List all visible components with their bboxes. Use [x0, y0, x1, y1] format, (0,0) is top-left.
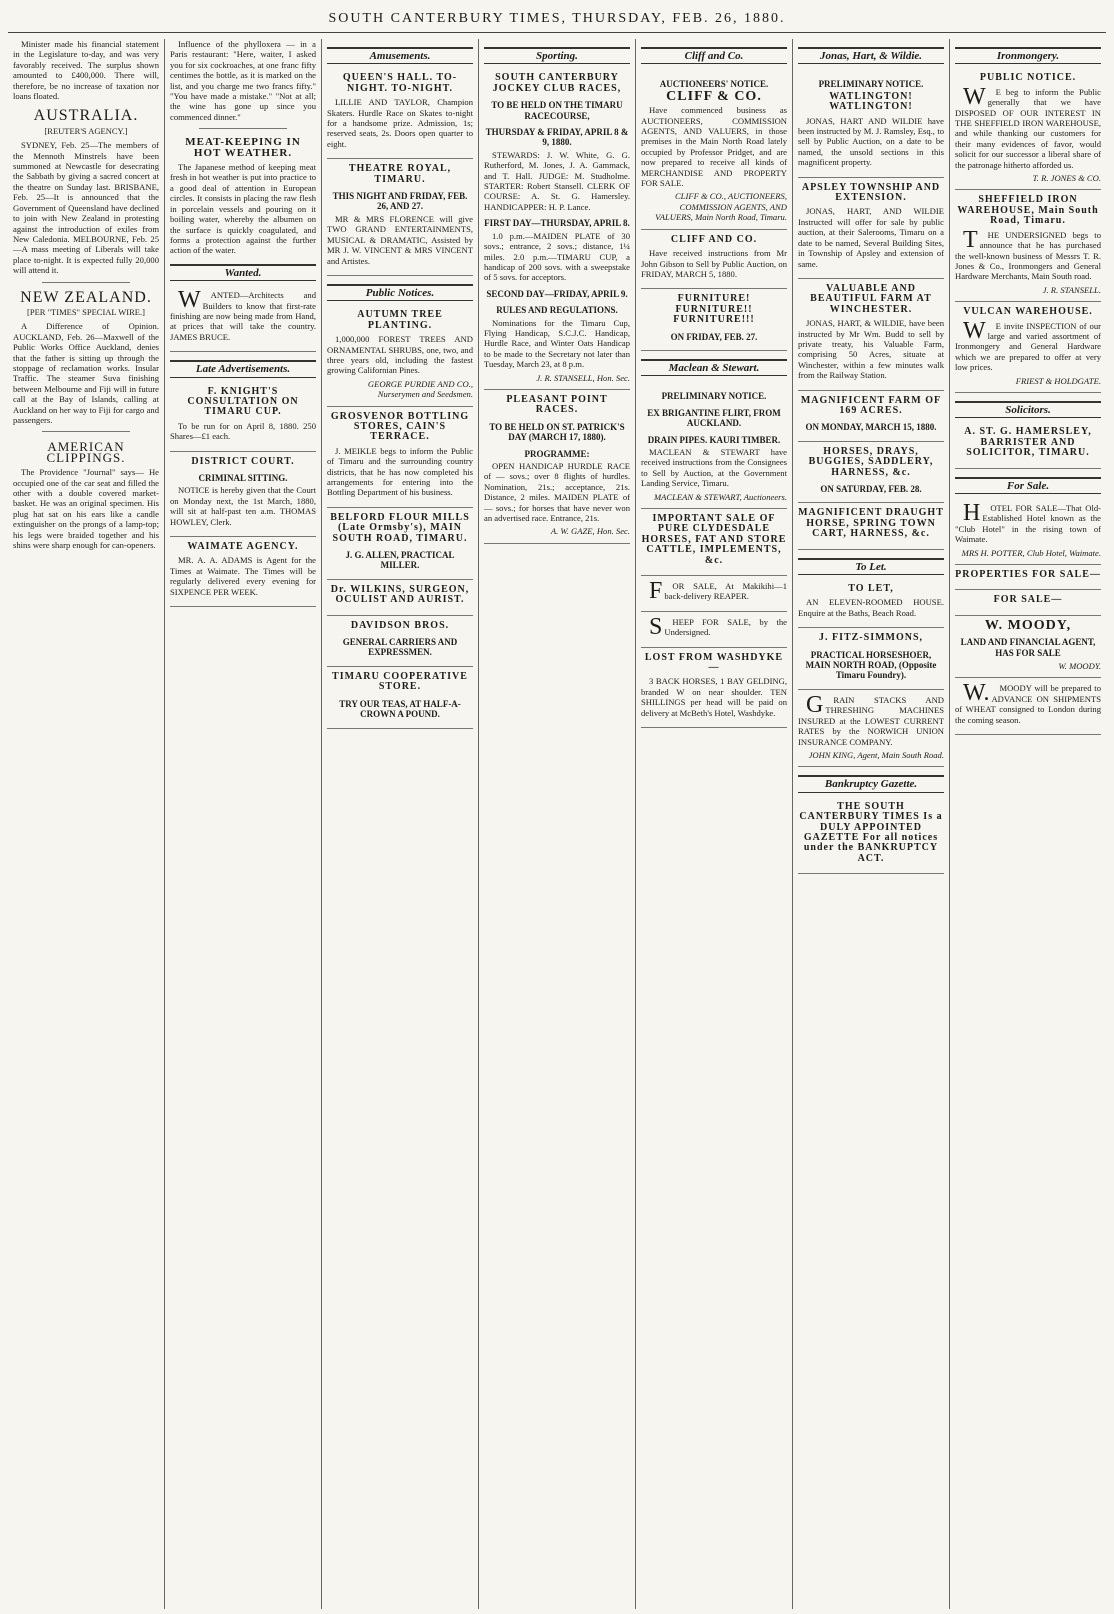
vulcan-body: WE invite INSPECTION of our large and varied assortment of Ironmongery and General Hardware which we are prepared to offer at very low prices.	[955, 317, 1101, 373]
tree-body: 1,000,000 FOREST TREES AND ORNAMENTAL SHRUBS, one, two, and three years old, including the fastest growing Californian Pines.	[327, 334, 473, 376]
theatre-title: THEATRE ROYAL, TIMARU.	[348, 163, 452, 185]
rules-title: RULES AND REGULATIONS.	[496, 305, 618, 316]
reaper-body: FOR SALE, At Makikihi—1 back-delivery REAPER.	[649, 578, 787, 605]
lost-body: 3 BACK HORSES, 1 BAY GELDING, branded W on near shoulder. TEN SHILLINGS per head will be paid on delivery at McBeth's Hotel, Washdyke.	[641, 676, 787, 718]
solicitor-ad	[955, 422, 1101, 468]
hotel-sign: MRS H. POTTER, Club Hotel, Waimate.	[961, 547, 1101, 558]
winchester-ad	[798, 279, 944, 391]
meat-heading: MEAT-KEEPING IN HOT WEATHER.	[185, 136, 301, 159]
cliff-title: CLIFF & CO.	[666, 88, 762, 104]
grain-ad	[798, 690, 944, 767]
grosvenor-body: J. MEIKLE begs to inform the Public of Timaru and the surrounding country districts, that he has now completed his arrangements for entering into the Bottling Department of his business.	[327, 445, 473, 498]
wanted-section: Wanted.	[170, 264, 316, 281]
public-notice-title: PUBLIC NOTICE.	[979, 72, 1077, 84]
tree-planting-ad	[327, 305, 473, 406]
column-1	[8, 39, 165, 1609]
sporting-section: Sporting.	[484, 47, 630, 64]
davidson-subtitle: GENERAL CARRIERS AND EXPRESSMEN.	[342, 637, 458, 658]
solicitors-section: Solicitors.	[955, 401, 1101, 418]
meat-body: The Japanese method of keeping meat fresh in hot weather is put into practice to a good deal of attention in European circles. It consists in placing the raw flesh in porcelain vessels and pouring on it boiling water, whereby the albumen on the surface is quickly coagulated, and forms a protection against the further action of the water.	[170, 162, 316, 256]
horses-title: HORSES, DRAYS, BUGGIES, SADDLERY, HARNESS, &c.	[808, 445, 934, 478]
american-heading: AMERICAN CLIPPINGS.	[46, 439, 126, 465]
second-day-title: SECOND DAY—FRIDAY, APRIL 9.	[486, 288, 628, 299]
davidson-title: DAVIDSON BROS.	[350, 619, 450, 631]
watlington-body: JONAS, HART AND WILDIE have been instructed by M. J. Ramsley, Esq., to sell by Public Auction, on a date to be named, the unsold sections in this magnificent property.	[798, 115, 944, 168]
american-body: The Providence "Journal" says— He occupied one of the car seat and filled the other with a double covered market-basket. He was an original specimen. His plug hat sat on his ears like a candle extinguisher on the prongs of a lamp-top; his legs were braided together and his shins were sharp enough for can-openers.	[13, 467, 159, 551]
column-3	[322, 39, 479, 1609]
cliff-section: Cliff and Co.	[641, 47, 787, 64]
phylloxera-article: Influence of the phylloxera — in a Paris restaurant: "Here, waiter, I asked you for six cockroaches, at one franc fifty centimes the bottle, as it is marked on the list, and you charge me two francs fifty." "You have made a mistake." "Not at all; the wine has gone up since you commenced dinner."	[170, 39, 316, 122]
hotel-ad	[955, 498, 1101, 565]
moody-ad	[955, 616, 1101, 679]
public-notices-section: Public Notices.	[327, 284, 473, 301]
maclean-brig: EX BRIGANTINE FLIRT, FROM AUCKLAND.	[647, 407, 781, 429]
bankruptcy-body: THE SOUTH CANTERBURY TIMES Is a DULY APPOINTED GAZETTE For all notices under the BANKRUPTCY ACT.	[799, 800, 943, 864]
tree-title: AUTUMN TREE PLANTING.	[357, 309, 443, 331]
waimate-ad	[170, 537, 316, 607]
jhw-section: Jonas, Hart, & Wildie.	[798, 47, 944, 64]
apsley-body: JONAS, HART, AND WILDIE Instructed will offer for sale by public auction, at their Salerooms, Timaru on a date to be named, Several Building Sites, in Township of Apsley and extension of same.	[798, 206, 944, 269]
pleasant-date: TO BE HELD ON ST. PATRICK'S DAY (MARCH 17, 1880).	[489, 421, 625, 443]
public-notice-ad	[955, 68, 1101, 190]
cliff-body: Have commenced business as AUCTIONEERS, COMMISSION AGENTS, AND VALUERS, in those premises in the Main North Road lately occupied by Professor Pridget, and are now prepared to receive all kinds of MERCHANDISE AND PROPERTY FOR SALE.	[641, 105, 787, 189]
first-day-title: FIRST DAY—THURSDAY, APRIL 8.	[484, 218, 630, 229]
first-day-body: 1.0 p.m.—MAIDEN PLATE of 30 sovs.; entrance, 2 sovs.; distance, 1¼ miles. 2.0 p.m.—TIMARU CUP, a handicap of 200 sovs. with a sweepstake of 5 sovs. for acceptors.	[484, 230, 630, 283]
jockey-title: SOUTH CANTERBURY JOCKEY CLUB RACES,	[492, 72, 622, 94]
knight-ad	[170, 382, 316, 452]
belford-title: BELFORD FLOUR MILLS (Late Ormsby's), MAIN SOUTH ROAD, TIMARU.	[330, 511, 470, 544]
belford-ad	[327, 508, 473, 580]
moody-advance-body: W.MOODY will be prepared to ADVANCE ON SHIPMENTS of WHEAT consigned to London during the coming season.	[955, 680, 1101, 725]
maclean-prelim: PRELIMINARY NOTICE.	[661, 391, 767, 402]
grain-body: GRAIN STACKS AND THRESHING MACHINES INSURED at the LOWEST CURRENT RATES by the NORWICH UNION INSURANCE COMPANY.	[798, 691, 944, 747]
reaper-ad	[641, 576, 787, 612]
pleasant-sign: A. W. GAZE, Hon. Sec.	[550, 526, 630, 537]
bankruptcy-section: Bankruptcy Gazette.	[798, 775, 944, 792]
district-body: NOTICE is hereby given that the Court on Monday next, the 1st March, 1880, will sit at half-past ten a.m. THOMAS HOWLEY, Clerk.	[170, 485, 316, 527]
australia-heading: AUSTRALIA.	[33, 107, 139, 125]
fitzsimmons-ad	[798, 628, 944, 690]
district-subtitle: CRIMINAL SITTING.	[198, 473, 288, 483]
column-7	[950, 39, 1106, 1609]
maclean-ad	[641, 380, 787, 509]
divider	[42, 431, 130, 432]
cliff-sign: CLIFF & CO., AUCTIONEERS, COMMISSION AGENTS, AND VALUERS, Main North Road, Timaru.	[655, 191, 787, 223]
knight-title: F. KNIGHT'S CONSULTATION ON TIMARU CUP.	[187, 385, 299, 418]
grosvenor-ad	[327, 407, 473, 508]
pleasant-point-ad	[484, 390, 630, 544]
knight-body: To be run for on April 8, 1880. 250 Shares—£1 each.	[170, 420, 316, 442]
important-title: IMPORTANT SALE OF PURE CLYDESDALE HORSES, FAT AND STORE CATTLE, IMPLEMENTS, &c.	[641, 513, 787, 566]
vulcan-ad	[955, 302, 1101, 393]
forsale2-ad	[955, 590, 1101, 615]
programme-body: OPEN HANDICAP HURDLE RACE of — sovs.; over 8 flights of hurdles. Nomination, 21s.; acceptance, 21s. Distance, 2 miles. MAIDEN PLATE of — sovs.; for horses that have never won an advertised race. Entrance, 21s.	[484, 461, 630, 524]
forsale2-title: FOR SALE—	[993, 594, 1063, 606]
properties-title: PROPERTIES FOR SALE—	[955, 569, 1101, 581]
column-6	[793, 39, 950, 1609]
auctioneer-notice: AUCTIONEERS' NOTICE.	[659, 79, 769, 90]
jockey-officials: STEWARDS: J. W. White, G. G. Rutherford, M. Jones, J. A. Gammack, and T. Hall. JUDGE: M. Studholme. STARTER: Robert Stansell. CLERK OF COURSE: A. St. G. Hamersley. HANDICAPPER: H. P. Lance.	[484, 149, 630, 212]
sheffield-ad	[955, 190, 1101, 302]
sheep-body: SHEEP FOR SALE, by the Undersigned.	[649, 613, 787, 640]
iron-body: WE beg to inform the Public generally that we have DISPOSED OF OUR INTEREST IN THE SHEFFIELD IRON WAREHOUSE, and while thanking our customers for their many evidences of favor, would solicit for our successor a liberal share of the patronage hitherto afforded us.	[955, 83, 1101, 170]
davidson-ad	[327, 616, 473, 667]
bankruptcy-ad	[798, 797, 944, 874]
watlington-title: WATLINGTON! WATLINGTON!	[829, 90, 913, 113]
cliff2-title: CLIFF AND CO.	[670, 233, 758, 245]
pleasant-title: PLEASANT POINT RACES.	[506, 393, 608, 416]
rules-body: Nominations for the Timaru Cup, Flying Handicap, S.C.J.C. Handicap, Hurdle Race, and Winter Oats Handicap to be made to the Secretary not later than Tuesday, March 23, at 8 p.m.	[484, 317, 630, 370]
tolet-section: To Let.	[798, 558, 944, 575]
maclean-section: Maclean & Stewart.	[641, 359, 787, 376]
vulcan-sign: FRIEST & HOLDGATE.	[1015, 375, 1101, 386]
wilkins-title: Dr. WILKINS, SURGEON, OCULIST AND AURIST.	[330, 583, 470, 606]
wanted-ad	[170, 285, 316, 352]
theatre-ad	[327, 159, 473, 276]
properties-ad	[955, 565, 1101, 590]
clydesdale-ad	[641, 509, 787, 576]
allen-title: J. G. ALLEN, PRACTICAL MILLER.	[345, 550, 455, 571]
furniture-date: ON FRIDAY, FEB. 27.	[670, 331, 758, 342]
forsale-section: For Sale.	[955, 477, 1101, 494]
magnificent-title: MAGNIFICENT FARM OF 169 ACRES.	[800, 394, 942, 416]
watlington-prelim: PRELIMINARY NOTICE.	[818, 79, 924, 90]
wanted-body: WANTED—Architects and Builders to know that first-rate finishing are now being made from Hand, at prices that will take the country. JAMES BRUCE.	[170, 287, 316, 342]
tolet-body: AN ELEVEN-ROOMED HOUSE. Enquire at the Baths, Beach Road.	[798, 597, 944, 618]
newzealand-body: A Difference of Opinion. AUCKLAND, Feb. 26—Maxwell of the Public Works Office Auckland, denies that the father is sitting up through the stoppage of reclamation works. Insular Traffic. The steamer Suva finishing between Melbourne and Fiji will in future call at the Bay of Islands, calling at Auckland on her way to Fiji for cargo and passengers.	[13, 321, 159, 425]
draught-title: MAGNIFICENT DRAUGHT HORSE, SPRING TOWN CART, HARNESS, &c.	[798, 507, 944, 540]
australia-source: [REUTER'S AGENCY.]	[44, 125, 128, 136]
sheffield-title: SHEFFIELD IRON WAREHOUSE, Main South Road, Timaru.	[957, 194, 1099, 227]
furniture-title: FURNITURE! FURNITURE!! FURNITURE!!!	[673, 293, 755, 326]
fitz-title: J. FITZ-SIMMONS,	[818, 632, 924, 644]
queens-title: QUEEN'S HALL. TO-NIGHT. TO-NIGHT.	[342, 72, 458, 94]
apsley-title: APSLEY TOWNSHIP AND EXTENSION.	[801, 181, 941, 204]
jockey-venue: TO BE HELD ON THE TIMARU RACECOURSE,	[491, 100, 623, 121]
maclean-sign: MACLEAN & STEWART, Auctioneers.	[654, 491, 787, 502]
financial-statement: Minister made his financial statement in the Legislature to-day, and was very favorably received. The surplus shown amounted to £400,000. There will, therefore, be no increase of taxation nor loans floated.	[13, 39, 159, 102]
column-4	[479, 39, 636, 1609]
vulcan-title: VULCAN WAREHOUSE.	[963, 306, 1093, 318]
cliff-ad	[641, 68, 787, 229]
maclean-body: MACLEAN & STEWART have received instructions from the Consignees to Sell by Auction, at the Government Landing Service, Timaru.	[641, 446, 787, 489]
amusements-section: Amusements.	[327, 47, 473, 64]
hotel-body: HOTEL FOR SALE—That Old-Established Hotel known as the "Club Hotel" in the rising town of Waimate.	[955, 500, 1101, 545]
magnificent-date: ON MONDAY, MARCH 15, 1880.	[805, 422, 937, 433]
divider	[199, 128, 287, 129]
iron-sign: T. R. JONES & CO.	[1032, 173, 1101, 184]
sheffield-body: THE UNDERSIGNED begs to announce that he has purchased the well-known business of Messrs T. R. Jones & Co., Ironmongers and General Hardware Merchants, Main South road.	[955, 226, 1101, 282]
tree-sign: GEORGE PURDIE AND CO., Nurserymen and Seedsmen.	[367, 378, 473, 400]
horses-ad	[798, 442, 944, 504]
jockey-date: THURSDAY & FRIDAY, APRIL 8 & 9, 1880.	[485, 127, 629, 148]
draught-ad	[798, 503, 944, 549]
fitz-subtitle: PRACTICAL HORSESHOER, MAIN NORTH ROAD, (Opposite Timaru Foundry).	[805, 649, 937, 681]
solicitor-title: A. ST. G. HAMERSLEY, BARRISTER AND SOLICITOR, TIMARU.	[964, 426, 1092, 459]
waimate-title: WAIMATE AGENCY.	[187, 541, 299, 553]
cliff2-body: Have received instructions from Mr John Gibson to Sell by Public Auction, on FRIDAY, MARCH 5, 1880.	[641, 248, 787, 279]
sheffield-sign: J. R. STANSELL.	[1042, 284, 1101, 295]
coop-teas: TRY OUR TEAS, AT HALF-A-CROWN A POUND.	[339, 698, 461, 720]
coop-ad	[327, 667, 473, 729]
maclean-drain: DRAIN PIPES. KAURI TIMBER.	[647, 434, 781, 445]
wilkins-ad	[327, 580, 473, 616]
late-ads-section: Late Advertisements.	[170, 360, 316, 377]
programme-title: PROGRAMME:	[524, 448, 590, 459]
furniture-ad	[641, 289, 787, 351]
newzealand-source: [PER "TIMES" SPECIAL WIRE.]	[27, 306, 145, 317]
columns	[8, 39, 1106, 1609]
newzealand-heading: NEW ZEALAND.	[20, 288, 152, 306]
rules-sign: J. R. STANSELL, Hon. Sec.	[536, 372, 630, 383]
sheep-ad	[641, 612, 787, 648]
column-2	[165, 39, 322, 1609]
column-5	[636, 39, 793, 1609]
moody-subtitle: LAND AND FINANCIAL AGENT, HAS FOR SALE	[960, 637, 1096, 658]
theatre-dates: THIS NIGHT AND FRIDAY, FEB. 26, AND 27.	[332, 191, 468, 212]
ironmongery-section: Ironmongery.	[955, 47, 1101, 64]
district-court-ad	[170, 452, 316, 537]
theatre-body: MR & MRS FLORENCE will give TWO GRAND ENTERTAINMENTS, MUSICAL & DRAMATIC, Assisted by MR J. W. VINCENT & MRS VINCENT and Artistes.	[327, 213, 473, 266]
coop-title: TIMARU COOPERATIVE STORE.	[332, 670, 468, 693]
grain-sign: JOHN KING, Agent, Main South Road.	[808, 749, 944, 760]
divider	[42, 282, 130, 283]
masthead: SOUTH CANTERBURY TIMES, THURSDAY, FEB. 26, 1880.	[8, 6, 1106, 33]
lost-title: LOST FROM WASHDYKE—	[644, 651, 784, 674]
moody-title: W. MOODY,	[984, 617, 1072, 633]
winchester-body: JONAS, HART, & WILDIE, have been instructed by Mr Wm. Budd to sell by private treaty, his Valuable Farm, comprising 50 Acres, situate at Winchester, within a few minutes walk from the Railway Station.	[798, 318, 944, 381]
waimate-body: MR. A. A. ADAMS is Agent for the Times at Waimate. The Times will be regularly delivered every evening for SIXPENCE PER WEEK.	[170, 555, 316, 597]
watlington-ad	[798, 68, 944, 177]
moody-sign: W. MOODY.	[1058, 661, 1101, 672]
district-title: DISTRICT COURT.	[191, 455, 295, 467]
tolet-title: TO LET,	[848, 583, 894, 595]
winchester-title: VALUABLE AND BEAUTIFUL FARM AT WINCHESTER.	[810, 282, 932, 315]
lost-ad	[641, 648, 787, 728]
moody-advance-ad	[955, 678, 1101, 735]
magnificent-farm-ad	[798, 391, 944, 442]
queens-hall-ad	[327, 68, 473, 159]
australia-body: SYDNEY, Feb. 25—The members of the Mennoth Minstrels have been summoned at Newcastle for desecrating the Sabbath by giving a sacred concert at the theatre on Sunday last. BRISBANE, Feb. 25—It is announced that the Government of Queensland have declined to join with New Zealand in protesting against the introduction of exiles from New Caledonia. MELBOURNE, Feb. 25—A mass meeting of Liberals will take place to-night. It is expected fully 20,000 will attend it.	[13, 140, 159, 276]
jockey-club-ad	[484, 68, 630, 390]
cliff-gibson-ad	[641, 230, 787, 290]
horses-date: ON SATURDAY, FEB. 28.	[820, 484, 922, 494]
queens-body: LILLIE AND TAYLOR, Champion Skaters. Hurdle Race on Skates to-night for a handsome prize. Admission, 1s; reserved seats, 2s. Doors open quarter to eight.	[327, 97, 473, 149]
apsley-ad	[798, 178, 944, 279]
grosvenor-title: GROSVENOR BOTTLING STORES, CAIN'S TERRACE.	[330, 410, 470, 443]
tolet-ad	[798, 579, 944, 628]
